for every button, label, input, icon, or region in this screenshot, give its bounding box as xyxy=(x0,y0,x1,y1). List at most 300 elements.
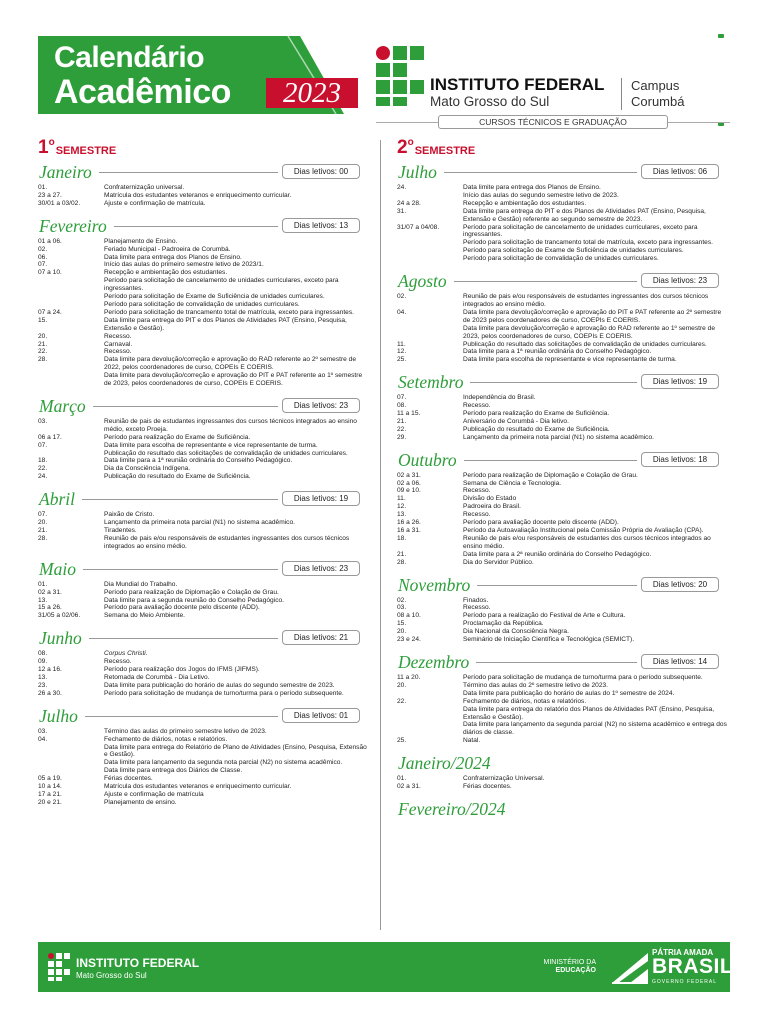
event-text: Período para solicitação de cancelamento de unidades curriculares, exceto para ingressantes. xyxy=(104,277,339,293)
event-row xyxy=(397,394,727,402)
event-row xyxy=(38,759,368,767)
event-date: 17 a 21. xyxy=(38,790,62,798)
month-section xyxy=(38,626,368,703)
semester-label: SEMESTRE xyxy=(55,145,117,157)
event-row xyxy=(38,450,368,458)
month-section xyxy=(397,751,727,797)
event-row xyxy=(38,261,368,269)
month-header xyxy=(397,160,727,184)
event-date xyxy=(397,255,463,263)
month-header xyxy=(38,160,368,184)
month-name: Novembro xyxy=(398,574,471,595)
event-row xyxy=(38,527,368,535)
event-text: Padroeira do Brasil. xyxy=(463,503,521,511)
event-row xyxy=(38,200,368,208)
month-rule xyxy=(444,172,637,173)
event-row xyxy=(397,698,727,706)
event-row xyxy=(38,269,368,277)
month-rule xyxy=(83,569,278,570)
event-row xyxy=(38,348,368,356)
event-date: 13. xyxy=(38,596,48,604)
event-date: 07. xyxy=(38,511,48,519)
event-date: 28. xyxy=(397,558,407,566)
month-name: Dezembro xyxy=(398,651,470,672)
event-text: Dia Mundial do Trabalho. xyxy=(104,580,178,588)
brasil-label: BRASIL xyxy=(652,955,734,978)
event-text: Data limite para publicação do horário de aulas do segundo semestre de 2023. xyxy=(104,681,335,689)
event-text: Carnaval. xyxy=(104,340,133,348)
event-row xyxy=(397,402,727,410)
event-row xyxy=(38,674,368,682)
semester-2-months xyxy=(397,160,727,827)
event-text: Período para realização do Exame de Suficiência. xyxy=(104,433,251,441)
event-date: 02 a 31. xyxy=(38,588,62,596)
event-text: Dia da Consciência Indígena. xyxy=(104,465,191,473)
event-date: 04. xyxy=(38,735,48,743)
event-row xyxy=(38,604,368,612)
event-text: Férias docentes. xyxy=(463,783,512,791)
event-row xyxy=(397,527,727,535)
month-name: Março xyxy=(39,395,86,416)
event-row xyxy=(397,674,727,682)
event-text: Confraternização Universal. xyxy=(463,775,545,783)
month-section xyxy=(397,650,727,751)
event-text: Data limite para entrega do relatório dos Planos de Atividades PAT (Ensino, Pesquisa, Extensão e Gestão). xyxy=(463,705,715,721)
event-text: Início das aulas do segundo semestre letivo de 2023. xyxy=(463,191,619,199)
event-date: 31. xyxy=(397,207,407,215)
event-text: Recesso. xyxy=(104,332,132,340)
event-date: 03. xyxy=(397,604,407,612)
event-text: Publicação do resultado do Exame de Suficiência. xyxy=(463,425,610,433)
event-date: 28. xyxy=(38,356,48,364)
semester-label: SEMESTRE xyxy=(414,145,476,157)
event-row xyxy=(397,208,727,224)
event-row xyxy=(38,767,368,775)
footer-institution: INSTITUTO FEDERAL xyxy=(76,956,200,970)
dias-letivos-badge: Dias letivos: 18 xyxy=(641,452,719,467)
month-section xyxy=(38,487,368,557)
dias-letivos-badge: Dias letivos: 13 xyxy=(282,218,360,233)
event-row xyxy=(38,192,368,200)
month-rule xyxy=(89,638,278,639)
event-text: Dia do Servidor Público. xyxy=(463,558,534,566)
title-line2: Acadêmico xyxy=(54,73,231,111)
event-text: Reunião de pais e/ou responsáveis de estudantes dos cursos técnicos integrados ao ensino médio. xyxy=(463,534,711,550)
event-text: Férias docentes. xyxy=(104,775,153,783)
event-date: 23. xyxy=(38,681,48,689)
event-row xyxy=(38,372,368,388)
event-text: Lançamento da primeira nota parcial (N1) no sistema acadêmico. xyxy=(463,433,654,441)
event-date: 28. xyxy=(38,534,48,542)
event-text: Período para avaliação docente pelo discente (ADD). xyxy=(463,519,619,527)
event-date: 12. xyxy=(397,348,407,356)
month-section xyxy=(397,797,727,827)
event-text: Período para solicitação de mudança de turno/turma para o período subsequente. xyxy=(463,673,703,681)
event-text: Data limite para devolução/correção e aprovação do RAD referente ao 2º semestre de 2022, pelos coordenadores de curso, COPEIs E COERIS. xyxy=(104,356,357,372)
dias-letivos-badge: Dias letivos: 21 xyxy=(282,630,360,645)
event-date: 03. xyxy=(38,727,48,735)
month-name: Fevereiro/2024 xyxy=(398,798,506,819)
event-text: Período para solicitação de trancamento total de matrícula, exceto para ingressantes. xyxy=(104,308,354,316)
month-header xyxy=(38,626,368,650)
event-date: 11. xyxy=(397,495,406,503)
month-name: Setembro xyxy=(398,372,464,393)
event-row xyxy=(38,333,368,341)
event-date: 21. xyxy=(38,340,48,348)
event-date: 30/01 a 03/02. xyxy=(38,199,81,207)
semester-number: 2 xyxy=(397,137,408,158)
semester-ordinal: o xyxy=(48,137,55,148)
event-row xyxy=(397,200,727,208)
event-row xyxy=(397,706,727,722)
title-year: 2023 xyxy=(266,78,358,108)
event-row xyxy=(38,442,368,450)
event-text: Período para solicitação de Exame de Suficiência de unidades curriculares. xyxy=(463,247,684,255)
event-text: Término das aulas do primeiro semestre letivo de 2023. xyxy=(104,727,267,735)
event-text: Período para realização de Diplomação e Colação de Grau. xyxy=(463,471,638,479)
event-row xyxy=(397,418,727,426)
event-text: Período para a realização do Festival de Arte e Cultura. xyxy=(463,612,626,620)
event-text: Data limite para entrega do PIT e dos Planos de Atividades PAT (Ensino, Pesquisa, Extensão e Gestão). xyxy=(104,316,347,332)
event-text: Independência do Brasil. xyxy=(463,394,536,402)
event-text: Fechamento de diários, notas e relatórios. xyxy=(463,697,587,705)
title-line1: Calendário xyxy=(54,41,205,74)
event-row xyxy=(397,535,727,551)
event-date: 20. xyxy=(38,519,48,527)
event-row xyxy=(38,744,368,760)
event-date: 13. xyxy=(38,673,48,681)
event-date xyxy=(397,690,463,698)
event-text: Planejamento de Ensino. xyxy=(104,237,178,245)
event-date: 29. xyxy=(397,433,407,441)
event-text: Seminário de Iniciação Científica e Tecnológica (SEMICT). xyxy=(463,636,635,644)
event-date: 21. xyxy=(38,527,48,534)
event-row xyxy=(397,721,727,737)
event-row xyxy=(397,325,727,341)
event-row xyxy=(38,317,368,333)
event-date: 31/05 a 02/06. xyxy=(38,612,81,620)
event-date: 08. xyxy=(38,650,48,658)
event-date xyxy=(397,247,463,255)
event-row xyxy=(38,589,368,597)
event-text: Data limite para escolha de representante e vice representante de turma. xyxy=(104,441,318,449)
event-date: 24. xyxy=(38,473,48,481)
dias-letivos-badge: Dias letivos: 23 xyxy=(282,398,360,413)
event-date: 02 a 31. xyxy=(397,471,421,479)
month-rule xyxy=(99,172,278,173)
event-row xyxy=(397,597,727,605)
event-text: Confraternização universal. xyxy=(104,184,185,191)
ministerio-line2: EDUCAÇÃO xyxy=(555,967,596,974)
event-date xyxy=(38,767,104,775)
event-row xyxy=(397,192,727,200)
column-divider xyxy=(380,140,381,930)
event-text: Recesso. xyxy=(463,511,491,519)
event-date: 07 a 24. xyxy=(38,308,62,316)
month-rule xyxy=(454,281,637,282)
event-row xyxy=(38,301,368,309)
dias-letivos-badge: Dias letivos: 14 xyxy=(641,654,719,669)
event-row xyxy=(38,581,368,589)
event-row xyxy=(38,457,368,465)
brasil-flag-icon xyxy=(608,949,652,985)
header-separator xyxy=(621,78,622,110)
event-text: Data limite para entrega dos Planos de Ensino. xyxy=(104,253,242,261)
semester-ordinal: o xyxy=(407,137,414,148)
footer xyxy=(38,942,734,992)
event-text: Período para solicitação de convalidação de unidades curriculares. xyxy=(463,255,659,263)
event-date: 09. xyxy=(38,658,48,666)
event-date: 01. xyxy=(38,184,48,191)
month-header xyxy=(38,214,368,238)
event-row xyxy=(397,604,727,612)
event-text: Período para solicitação de cancelamento de unidades curriculares, exceto para ingressantes. xyxy=(463,223,698,239)
month-name: Julho xyxy=(398,162,437,182)
event-row xyxy=(397,511,727,519)
event-date: 01. xyxy=(397,775,407,783)
month-rule xyxy=(477,585,637,586)
event-row xyxy=(397,519,727,527)
month-rule xyxy=(85,716,278,717)
event-row xyxy=(397,410,727,418)
event-text: Divisão do Estado xyxy=(463,495,517,503)
event-date: 07. xyxy=(38,261,48,269)
month-header xyxy=(397,650,727,674)
dias-letivos-badge: Dias letivos: 19 xyxy=(641,374,719,389)
month-name: Julho xyxy=(39,705,78,726)
event-date: 18. xyxy=(397,534,407,542)
campus-name: Corumbá xyxy=(631,94,685,109)
dias-letivos-badge: Dias letivos: 00 xyxy=(282,164,360,179)
event-row xyxy=(38,728,368,736)
event-row xyxy=(38,309,368,317)
event-text: Período para solicitação de mudança de turno/turma para o período subsequente. xyxy=(104,689,344,697)
event-row xyxy=(397,434,727,442)
event-row xyxy=(38,356,368,372)
dias-letivos-badge: Dias letivos: 23 xyxy=(282,561,360,576)
event-row xyxy=(38,277,368,293)
event-row xyxy=(38,612,368,620)
title-banner xyxy=(38,36,344,114)
month-header xyxy=(38,557,368,581)
event-text: Data limite para a 1ª reunião ordinária do Conselho Pedagógico. xyxy=(104,457,293,465)
event-text: Período para solicitação de trancamento total de matrícula, exceto para ingressantes. xyxy=(463,239,713,247)
event-date xyxy=(38,293,104,301)
event-text: Período para avaliação docente pelo discente (ADD). xyxy=(104,604,260,612)
footer-if-logo-icon xyxy=(48,953,70,981)
event-row xyxy=(397,480,727,488)
event-date: 02 a 06. xyxy=(397,479,421,487)
month-section xyxy=(38,557,368,627)
month-header xyxy=(397,573,727,597)
event-date xyxy=(38,372,104,388)
institution-name: INSTITUTO FEDERAL xyxy=(430,75,605,94)
month-header xyxy=(397,269,727,293)
month-header xyxy=(38,487,368,511)
event-text: Paixão de Cristo. xyxy=(104,511,155,519)
month-rule xyxy=(82,499,278,500)
month-rule xyxy=(476,662,637,663)
event-text: Proclamação da República. xyxy=(463,620,544,628)
event-text: Reunião de pais de estudantes ingressantes dos cursos técnicos integrados ao ensino médio, exceto Proeja. xyxy=(104,417,357,433)
event-row xyxy=(397,224,727,240)
event-date: 18. xyxy=(38,457,48,465)
event-text: Período para realização de Diplomação e Colação de Grau. xyxy=(104,588,279,596)
event-text: Data limite para devolução/correção e aprovação do RAD referente ao 1º semestre de 2023, pelos coordenadores de curso, COEPIs E COERIS. xyxy=(463,324,716,340)
event-text: Término das aulas do 2º semestre letivo de 2023. xyxy=(463,681,608,689)
event-date: 02. xyxy=(397,596,407,604)
event-date: 07. xyxy=(397,394,407,402)
event-date xyxy=(38,301,104,309)
event-text: Matrícula dos estudantes veteranos e enriquecimento curricular. xyxy=(104,191,292,199)
event-date: 16 a 26. xyxy=(397,519,421,527)
event-date: 16 a 31. xyxy=(397,527,421,534)
if-logo-icon xyxy=(376,46,424,106)
event-text: Fechamento de diários, notas e relatórios. xyxy=(104,735,228,743)
event-row xyxy=(397,737,727,745)
event-row xyxy=(397,503,727,511)
event-row xyxy=(38,535,368,551)
event-text: Ajuste e confirmação de matrícula. xyxy=(104,199,206,207)
event-text: Recesso. xyxy=(104,348,132,356)
month-section xyxy=(38,394,368,487)
month-rule xyxy=(114,226,278,227)
event-text: Semana do Meio Ambiente. xyxy=(104,612,186,620)
campus-block xyxy=(631,78,684,110)
event-date: 22. xyxy=(38,348,48,356)
semester-1-column xyxy=(38,138,368,813)
event-date: 24. xyxy=(397,184,407,191)
institution-subtitle: Mato Grosso do Sul xyxy=(430,94,550,109)
event-text: Reunião de pais e/ou responsáveis de estudantes ingressantes dos cursos técnicos integrados ao ensino médio. xyxy=(463,293,709,308)
semester-2-column xyxy=(397,138,727,827)
event-row xyxy=(38,238,368,246)
event-date: 08 a 10. xyxy=(397,612,421,620)
event-date: 02. xyxy=(397,293,407,301)
event-text: Data limite para a segunda reunião do Conselho Pedagógico. xyxy=(104,596,284,604)
event-text: Lançamento da primeira nota parcial (N1) no sistema acadêmico. xyxy=(104,519,295,527)
event-row xyxy=(38,783,368,791)
event-date: 22. xyxy=(38,465,48,473)
event-date: 15 a 26. xyxy=(38,604,62,612)
month-name: Fevereiro xyxy=(39,215,107,236)
event-date xyxy=(38,450,104,458)
event-text: Data limite para escolha de representante e vice representante de turma. xyxy=(463,356,677,364)
event-date: 11 a 20. xyxy=(397,673,421,681)
event-date xyxy=(397,192,463,200)
event-text: Período para realização dos Jogos do IFMS (JIFMS). xyxy=(104,666,260,674)
event-row xyxy=(397,636,727,644)
event-row xyxy=(38,184,368,192)
event-text: Período para solicitação de convalidação de unidades curriculares. xyxy=(104,300,300,308)
event-date: 06. xyxy=(38,253,48,261)
event-row xyxy=(397,783,727,791)
event-date: 03. xyxy=(38,417,48,425)
event-text: Aniversário de Corumbá - Dia letivo. xyxy=(463,417,569,425)
event-row xyxy=(397,247,727,255)
month-section xyxy=(397,573,727,650)
event-row xyxy=(397,495,727,503)
event-row xyxy=(397,775,727,783)
event-text: Data limite para devolução/correção e aprovação do PIT e PAT referente ao 2º semestre de 2023 pelos coordenadores de curso, COEPIs E COERIS. xyxy=(463,308,722,324)
event-text: Data limite para lançamento da segunda parcial (N2) no sistema acadêmico e entrega dos diários de classe. xyxy=(463,721,727,737)
month-name: Maio xyxy=(39,558,76,579)
event-text: Natal. xyxy=(463,737,481,745)
semester-2-heading xyxy=(397,138,727,158)
patria-amada-label: PÁTRIA AMADA xyxy=(652,948,714,957)
event-date: 25. xyxy=(397,737,407,745)
event-date: 08. xyxy=(397,402,407,410)
semester-number: 1 xyxy=(38,137,49,158)
event-row xyxy=(397,255,727,263)
event-text: Período da Autoavaliação Institucional pela Comissão Própria de Avaliação (CPA). xyxy=(463,527,704,534)
event-date: 22. xyxy=(397,697,407,705)
event-row xyxy=(38,293,368,301)
event-date: 10 a 14. xyxy=(38,783,62,791)
month-name: Outubro xyxy=(398,449,457,470)
month-name: Junho xyxy=(39,628,82,649)
event-text: Data limite para lançamento da segunda nota parcial (N2) no sistema acadêmico. xyxy=(104,759,343,767)
event-row xyxy=(397,612,727,620)
event-date xyxy=(397,721,463,737)
event-date: 25. xyxy=(397,356,407,364)
event-text: Planejamento de ensino. xyxy=(104,798,177,806)
event-row xyxy=(38,418,368,434)
ministerio-line1: MINISTÉRIO DA xyxy=(543,959,596,966)
event-date: 15. xyxy=(38,316,48,324)
event-row xyxy=(397,487,727,495)
month-header xyxy=(397,370,727,394)
event-row xyxy=(38,791,368,799)
dias-letivos-badge: Dias letivos: 20 xyxy=(641,577,719,592)
event-row xyxy=(397,309,727,325)
event-text: Data limite para a 1ª reunião ordinária do Conselho Pedagógico. xyxy=(463,348,652,356)
month-rule xyxy=(464,460,637,461)
event-date xyxy=(38,759,104,767)
event-date: 04. xyxy=(397,308,407,316)
event-text: Reunião de pais e/ou responsáveis de estudantes ingressantes dos cursos técnicos integrados ao ensino médio. xyxy=(104,534,350,550)
event-row xyxy=(397,551,727,559)
month-header xyxy=(38,704,368,728)
event-row xyxy=(397,239,727,247)
event-row xyxy=(38,434,368,442)
footer-subtitle: Mato Grosso do Sul xyxy=(76,971,147,980)
event-date: 09 e 10. xyxy=(397,487,421,495)
event-date xyxy=(397,325,463,341)
event-row xyxy=(397,682,727,690)
event-date: 11 a 15. xyxy=(397,410,421,418)
event-date: 01. xyxy=(38,580,48,588)
dias-letivos-badge: Dias letivos: 06 xyxy=(641,164,719,179)
dias-letivos-badge: Dias letivos: 19 xyxy=(282,491,360,506)
event-text: Tiradentes. xyxy=(104,527,137,534)
semester-1-heading xyxy=(38,138,368,158)
month-header xyxy=(397,448,727,472)
event-date: 01 a 06. xyxy=(38,237,62,245)
event-date: 06 a 17. xyxy=(38,433,62,441)
event-text: Recepção e ambientação dos estudantes. xyxy=(463,199,587,207)
event-text: Recesso. xyxy=(463,402,491,410)
event-date: 22. xyxy=(397,425,407,433)
event-row xyxy=(397,472,727,480)
event-row xyxy=(397,559,727,567)
event-text: Feriado Municipal - Padroeira de Corumbá. xyxy=(104,245,231,253)
event-date: 21. xyxy=(397,550,407,558)
month-header xyxy=(397,797,727,821)
event-date: 12. xyxy=(397,503,407,511)
event-date: 24 a 28. xyxy=(397,199,421,207)
event-date xyxy=(397,239,463,247)
